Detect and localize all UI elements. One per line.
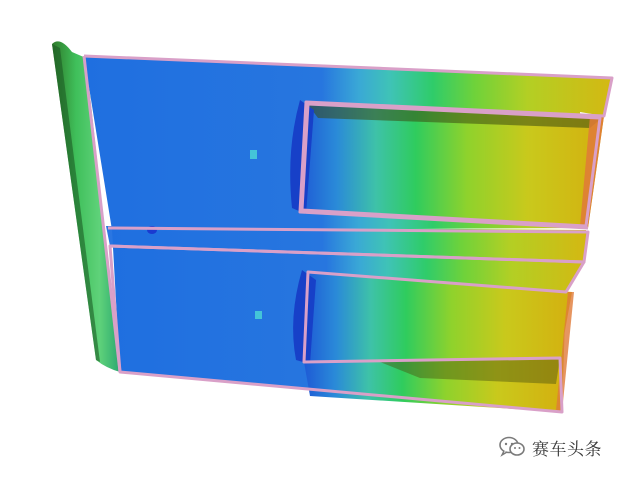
watermark-text: 赛车头条	[532, 439, 602, 460]
wechat-icon	[498, 435, 526, 459]
watermark	[498, 432, 602, 462]
probe-marker-upper	[250, 150, 257, 159]
probe-marker-lower	[255, 311, 262, 319]
